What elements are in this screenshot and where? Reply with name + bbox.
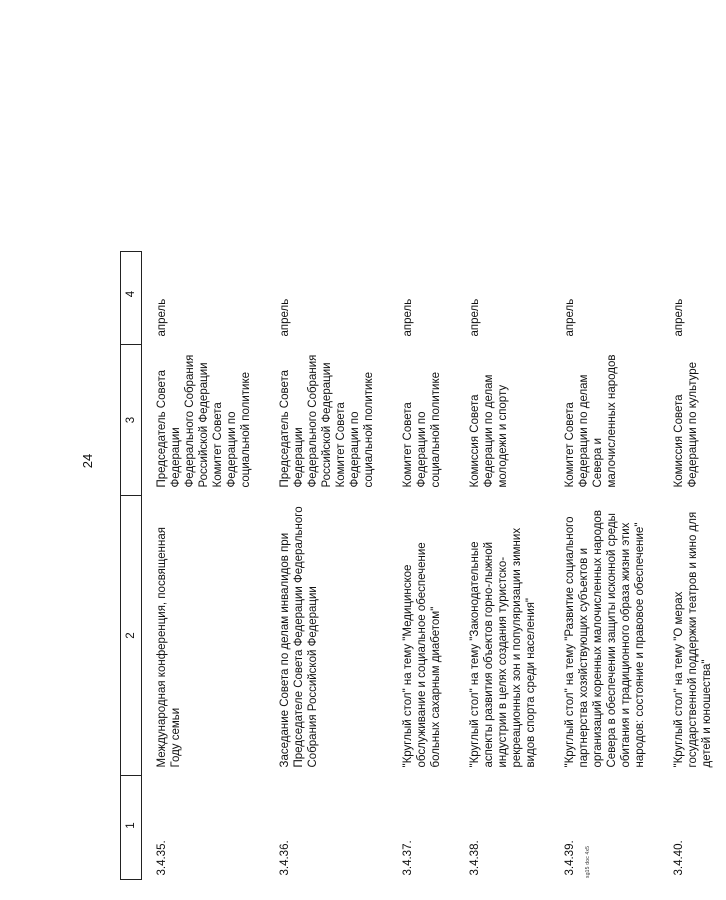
responsible-body: Комиссия Совета Федерации по культуре xyxy=(673,361,700,488)
event-term: апрель xyxy=(402,298,415,337)
column-header-number: 1 xyxy=(121,776,142,880)
event-description: "Круглый стол" на тему "Развитие социального партнерства хозяйствующих субъектов и организаций коренных малочисленных народов Севера в обеспечении защиты исконной среды обитания и традиционного образа жизни этих народов: состояние и правовое обеспечение" xyxy=(564,510,647,768)
event-description: Заседание Совета по делам инвалидов при Председателе Совета Федерации Федерального Собрания Российской Федерации xyxy=(279,506,320,768)
item-number: 3.4.38. xyxy=(469,840,482,876)
responsible-body: Комиссия Совета Федерации по делам молодежи и спорту xyxy=(469,374,510,488)
table-row xyxy=(550,252,659,880)
item-number: 3.4.36. xyxy=(279,840,292,876)
table-header-row xyxy=(121,252,142,880)
event-description: "Круглый стол" на тему "О мерах государственной поддержки театров и кино для детей и юношества" xyxy=(673,511,714,768)
column-header-term: 4 xyxy=(121,252,142,345)
event-term: апрель xyxy=(469,298,482,337)
event-term: апрель xyxy=(564,298,577,337)
rotated-page xyxy=(80,42,714,880)
item-number: 3.4.40. xyxy=(673,840,686,876)
table-row xyxy=(659,252,726,880)
event-description: "Круглый стол" на тему "Законодательные аспекты развития объектов горно-лыжной индустрии в целях создания туристско-рекреационных зон и популяризации зимних видов спорта среди населения" xyxy=(469,527,538,768)
table-row xyxy=(388,252,455,880)
item-number: 3.4.39. xyxy=(564,840,577,876)
item-number: 3.4.35. xyxy=(156,840,168,876)
event-description: Международная конференция, посвященная Году семьи xyxy=(156,527,183,768)
item-number: 3.4.37. xyxy=(402,840,415,876)
responsible-body: Председатель Совета Федерации Федерального Собрания Российской Федерации Комитет Совета Федерации по социальной политике xyxy=(279,354,376,488)
page-number: 24 xyxy=(80,453,95,469)
event-term: апрель xyxy=(673,298,686,337)
event-description: "Круглый стол" на тему "Медицинское обслуживание и социальное обеспечение больных сахарным диабетом" xyxy=(402,542,443,768)
column-header-event: 2 xyxy=(121,496,142,776)
event-term: апрель xyxy=(156,298,168,337)
responsible-body: Председатель Совета Федерации Федерального Собрания Российской Федерации Комитет Совета Федерации по социальной политике xyxy=(156,354,253,488)
file-footnote: sg15 doc 4x5 xyxy=(585,845,591,878)
plan-table xyxy=(120,251,726,880)
table-row xyxy=(455,252,550,880)
responsible-body: Комитет Совета Федерации по социальной политике xyxy=(402,372,443,488)
table-row xyxy=(142,252,266,880)
responsible-body: Комитет Совета Федерации по делам Севера и малочисленных народов xyxy=(564,354,619,488)
column-header-responsible: 3 xyxy=(121,345,142,496)
event-term: апрель xyxy=(279,298,292,337)
table-row xyxy=(265,252,388,880)
